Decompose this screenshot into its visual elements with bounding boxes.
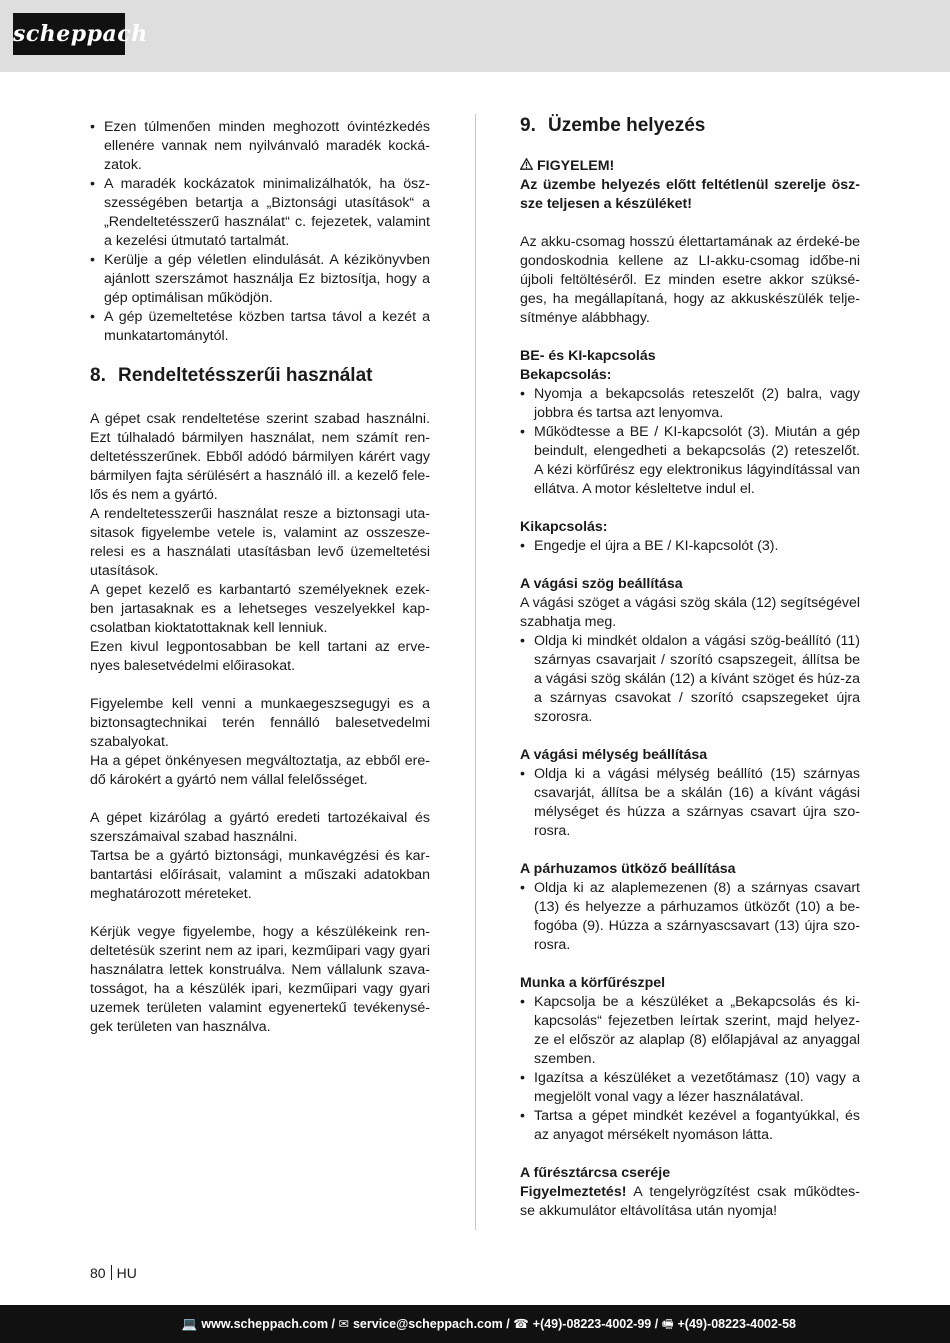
contact-bar — [0, 1305, 950, 1343]
paragraph: A rendeltetesszerűi használat resze a biztonsagi uta-sitasok figyelembe vetele is, valamint az osszesze-relesi es a használati utasításban levő üzemeltetési utasítások. — [90, 506, 430, 579]
section-title: Üzembe helyezés — [548, 115, 706, 136]
warning-triangle-icon — [520, 157, 533, 176]
paragraph: A gépet kizárólag a gyártó eredeti tartozékaival és szerszámaival szabad használni. — [90, 810, 430, 845]
warning-label: FIGYELEM! — [537, 158, 615, 174]
depth-list — [520, 765, 860, 841]
list-item: • Oldja ki a vágási mélység beállító (15) szárnyas csavarját, állítsa be a skálán (16) a kívánt vágási mélységet és húzza a szárnyas csavart újra szo-rosra. — [520, 765, 860, 841]
paragraph: A gépet csak rendeltetése szerint szabad használni. Ezt túlhaladó bármilyen használat, nem számít ren-deltetésszerűnek. Ebből adódó bármilyen kárért vagy bármilyen fajta sérülésért a használó ill. a kezelő fele-lős és nem a gyártó. — [90, 411, 430, 503]
paragraph: A vágási szöget a vágási szög skála (12) segítségével szabhatja meg. — [520, 595, 860, 630]
page-footer — [90, 1265, 137, 1281]
subheading: Kikapcsolás: — [520, 519, 608, 535]
mail-icon: ✉ — [338, 1317, 349, 1331]
warning-text: Az üzembe helyezés előtt feltétlenül szerelje ösz-sze teljesen a készüléket! — [520, 177, 860, 212]
paragraph: Ha a gépet önkényesen megváltoztatja, az ebből ere-dő károkért a gyártó nem vállal felelősséget. — [90, 753, 430, 788]
list-item: • Oldja ki az alaplemezenen (8) a szárnyas csavart (13) és helyezze a párhuzamos ütközőt (10) a be-fogóba (9). Húzza a szárnyascsavart (13) újra szo-rosra. — [520, 879, 860, 955]
section-number: 8. — [90, 365, 106, 386]
section-title: Rendeltetésszerűi használat — [118, 365, 373, 386]
list-item: • Nyomja a bekapcsolás reteszelőt (2) balra, vagy jobbra és tartsa azt lenyomva. — [520, 385, 860, 423]
list-item: • A maradék kockázatok minimalizálhatók, ha ösz-szességében betartja a „Biztonsági utasítások“ a „Rendeltetésszerű használat“ c. fejezetek, valamint a kezelési útmutató tartalmát. — [90, 175, 430, 251]
language-code: HU — [116, 1265, 137, 1281]
fax-number: +(49)-08223-4002-58 — [677, 1317, 796, 1331]
angle-list — [520, 632, 860, 727]
right-column — [520, 115, 860, 1221]
list-item: • Működtesse a BE / KI-kapcsolót (3). Miután a gép beindult, elengedheti a bekapcsolás (2) reteszelőt. A kézi körfűrész egy elektronikus lágyindítással van ellátva. A motor késleltetve indul el. — [520, 423, 860, 499]
left-column — [90, 118, 430, 1037]
list-item: • Ezen túlmenően minden meghozott óvintézkedés ellenére vannak nem nyilvánvaló maradék kocká-zatok. — [90, 118, 430, 175]
phone-icon: ☎ — [513, 1317, 529, 1331]
switch-on-list — [520, 385, 860, 499]
phone-number: +(49)-08223-4002-99 / — [532, 1317, 659, 1331]
list-item: • Engedje el újra a BE / KI-kapcsolót (3). — [520, 537, 860, 556]
subheading: BE- és KI-kapcsolás — [520, 348, 656, 364]
paragraph: A gepet kezelő es karbantartó személyeknek ezek-ben jartasaknak es a lehetseges veszelyekkel kap-csolatban kioktatottaknak kell lenniuk. — [90, 582, 430, 636]
list-item: • Tartsa a gépet mindkét kezével a fogantyúkkal, és az anyagot mérsékelt nyomáson látta. — [520, 1107, 860, 1145]
paragraph: Figyelembe kell venni a munkaegeszsegugyi es a biztonsagtechnikai terén fennálló balesetvedelmi szabalyokat. — [90, 696, 430, 750]
paragraph: Kérjük vegye figyelembe, hogy a készülékeink ren-deltetésük szerint nem az ipari, kezműipari vagy gyari használatra lettek konstruálva. Nem vállalunk szava-tosságot, ha a készülék ipari, kezműipari vagy gyari uzemek területen valamint egyenertekű tevékenysé-gek területen van használva. — [90, 924, 430, 1035]
fence-list — [520, 879, 860, 955]
subheading: Munka a körfűrészpel — [520, 975, 666, 991]
column-divider — [475, 114, 476, 1230]
residual-risk-list — [90, 118, 430, 346]
email-link[interactable]: service@scheppach.com / — [352, 1317, 510, 1331]
list-item: • Kapcsolja be a készüléket a „Bekapcsolás és ki-kapcsolás“ fejezetben leírtak szerint, majd helyez-ze el először az alaplap (8) előlapjával az anyaggal szemben. — [520, 993, 860, 1069]
section-8-heading — [90, 364, 430, 388]
paragraph: Az akku-csomag hosszú élettartamának az érdeké-be gondoskodnia kellene az LI-akku-csomag időbe-ni újboli feltöltéséről. Ez minden esetre akkor szüksé-ges, ha megállapítaná, hogy az akkuskészülék telje-sítménye alábbhagy. — [520, 234, 860, 326]
computer-icon: 💻 — [181, 1317, 198, 1331]
paragraph: Ezen kivul legpontosabban be kell tartani az erve-nyes balesetvédelmi előirasokat. — [90, 639, 430, 674]
list-item: • Kerülje a gép véletlen elindulását. A kézikönyvben ajánlott szerszámot használja Ez biztosítja, hogy a gép optimálisan működjön. — [90, 251, 430, 308]
website-link[interactable]: www.scheppach.com / — [201, 1317, 336, 1331]
paragraph — [520, 1183, 860, 1221]
subheading: A fűrésztárcsa cseréje — [520, 1165, 671, 1181]
warning-heading — [520, 157, 860, 176]
subheading: A párhuzamos ütköző beállítása — [520, 861, 736, 877]
paragraph: Tartsa be a gyártó biztonsági, munkavégzési és kar-bantartási előírásait, valamint a műszaki adatokban meghatározott méreteket. — [90, 848, 430, 902]
list-item: • Oldja ki mindkét oldalon a vágási szög-beállító (11) szárnyas csavarjait / szorító csapszegeit, állítsa be a vágási szög skálán (12) a kívánt szöget és húz-za a szárnyas csavokat / szorító csapszegeket újra szorosra. — [520, 632, 860, 727]
switch-off-list — [520, 537, 860, 556]
list-item: • A gép üzemeltetése közben tartsa távol a kezét a munkatartománytól. — [90, 308, 430, 346]
header-bar — [0, 0, 950, 72]
list-item: • Igazítsa a készüléket a vezetőtámasz (10) vagy a megjelölt vonal vagy a lézer használatával. — [520, 1069, 860, 1107]
blade-warning-label: Figyelmeztetés! — [520, 1184, 627, 1200]
subheading: A vágási mélység beállítása — [520, 747, 708, 763]
scheppach-logo: scheppach — [13, 13, 125, 55]
page-number: 80 — [90, 1265, 106, 1281]
blade-warning-text: A tengelyrögzítést csak működtes-se akkumulátor eltávolítása után nyomja! — [520, 1184, 860, 1219]
fax-icon: 🖷 — [661, 1317, 674, 1331]
section-number: 9. — [520, 115, 536, 136]
work-list — [520, 993, 860, 1145]
section-9-heading — [520, 114, 860, 138]
separator — [111, 1265, 112, 1280]
subheading: Bekapcsolás: — [520, 367, 612, 383]
subheading: A vágási szög beállítása — [520, 576, 683, 592]
